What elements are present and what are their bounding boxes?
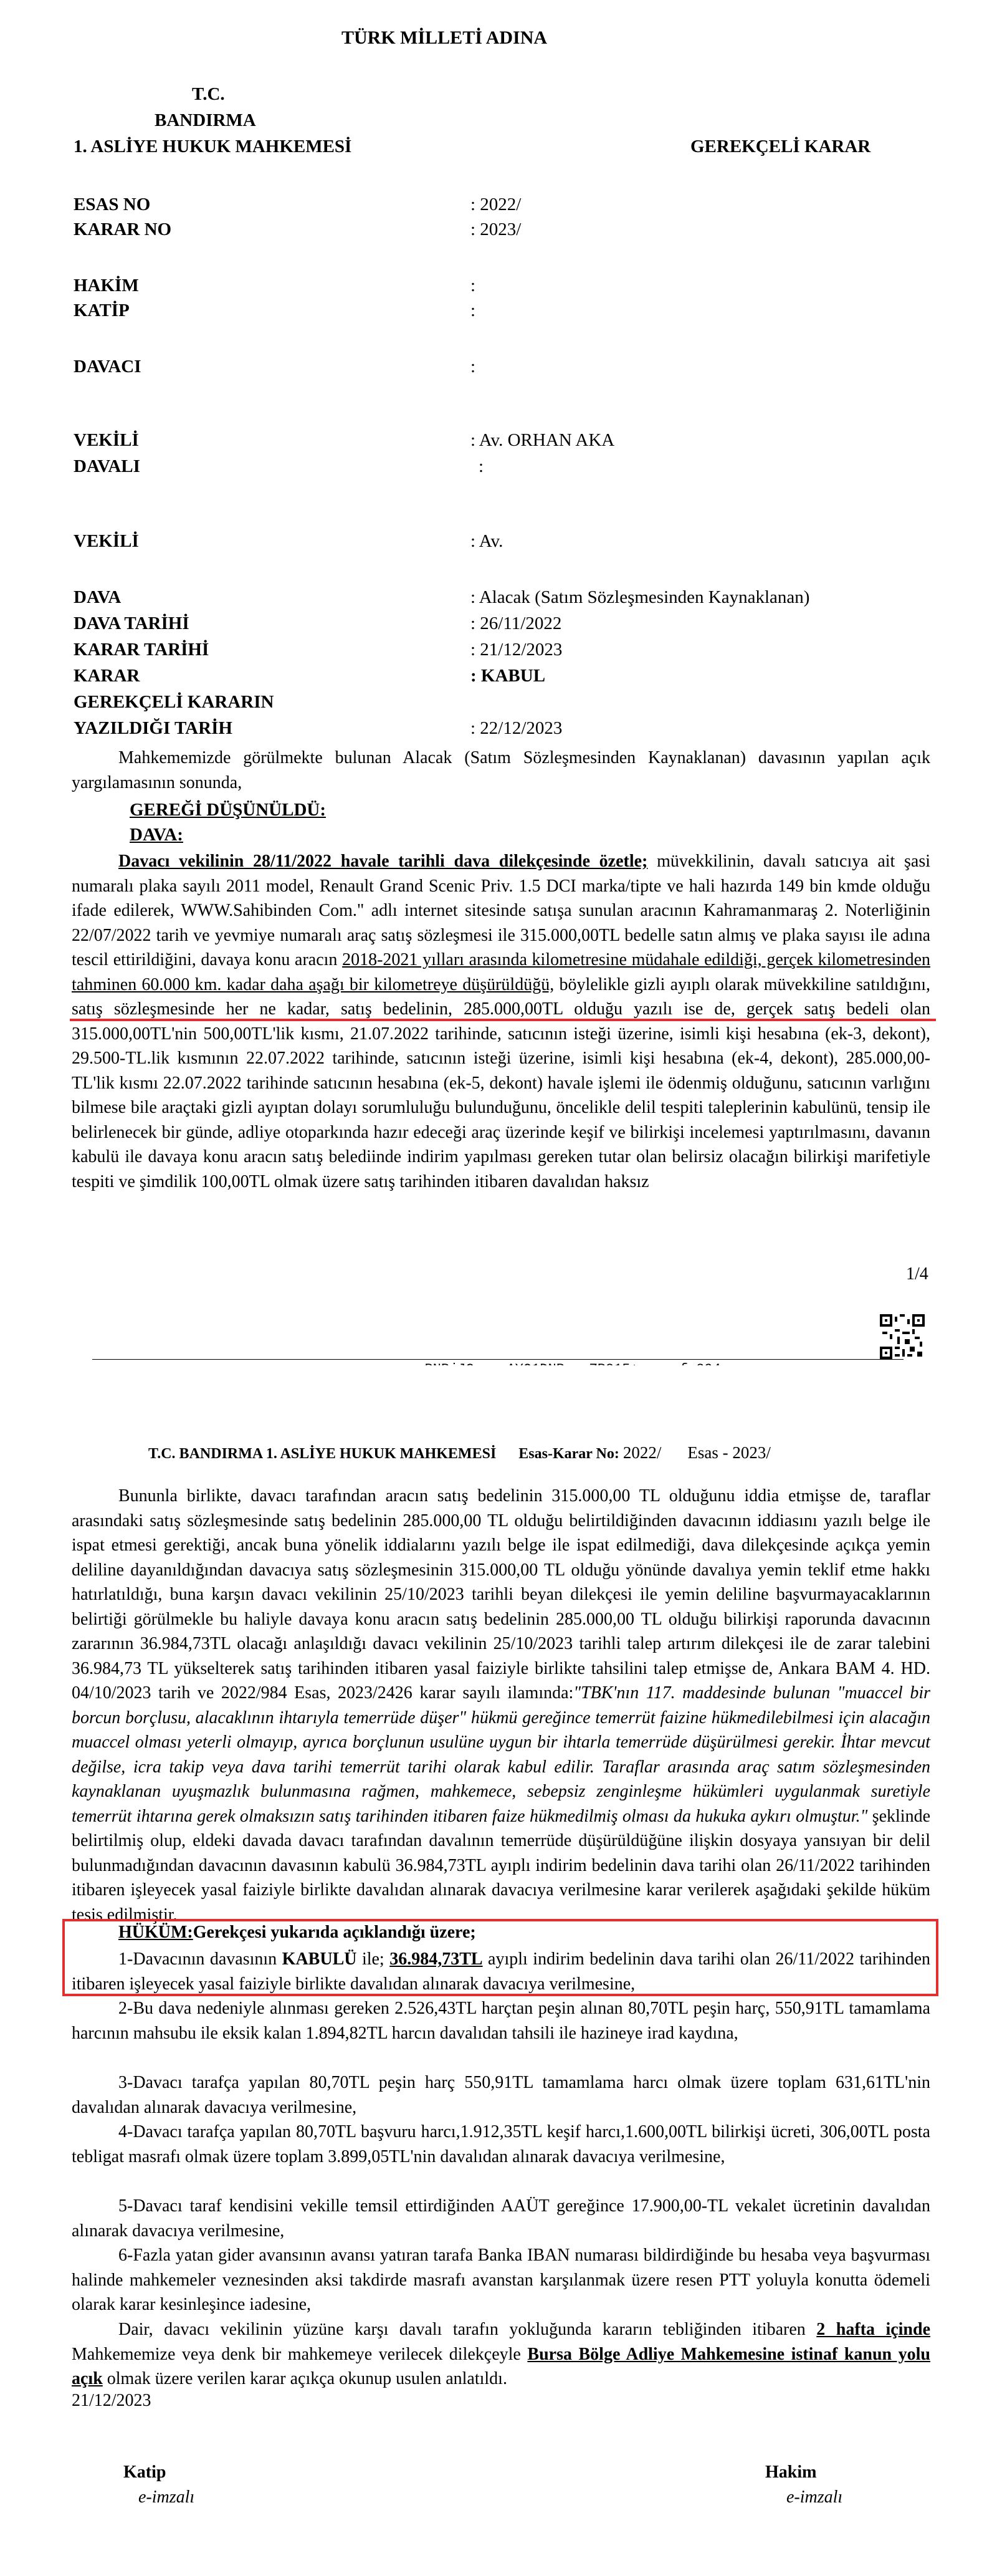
katip-signature: e-imzalı: [138, 2487, 195, 2507]
highlight-underline: [70, 1019, 936, 1021]
page-number: 1/4: [906, 1264, 928, 1284]
reasoning-paragraph: [72, 1484, 930, 1927]
field-label-hakim: HAKİM: [74, 276, 139, 296]
field-label-dava-tarihi: DAVA TARİHİ: [74, 613, 189, 633]
hukum-1-post: ayıplı indirim bedelinin dava tarihi olan 26/11/2022 tarihinden itibaren işleyecek yasal faiziyle birlikte davalıdan alınarak davacıya verilmesine,: [72, 1949, 931, 1994]
document-page-2: [0, 1365, 992, 2576]
field-value-dava: : Alacak (Satım Sözleşmesinden Kaynaklanan): [470, 587, 810, 607]
field-value-vekili-2: : Av.: [470, 531, 503, 551]
hukum-heading: [118, 1923, 476, 1943]
final-post: olmak üzere verilen karar açıkça okunup usulen anlatıldı.: [102, 2369, 507, 2388]
gereği-dusunuldu-heading: GEREĞİ DÜŞÜNÜLDÜ:: [130, 800, 327, 820]
dava-text-part2: böylelikle gizli ayıplı olarak müvekkiline satıldığını, satış sözleşmesinde her ne kadar, satış bedelinin, 285.000,00TL olduğu yazılı ise de, gerçek satış bedeli olan 315.000,00TL'nin 500,00TL'lik kısmı, 21.07.2022 tarihinde, satıcının isteği üzerine, isimli kişi hesabına (ek-3, dekont), 29.500-TL.lik kısmının 22.07.2022 tarihinde, satıcının isteği üzerine, isimli kişi hesabına (ek-4, dekont), 285.000,00-TL'lik kısmı 22.07.2022 tarihinde satıcının hesabına (ek-5, dekont) havale işlemi ile ödenmiş olduğunu, satıcının varlığını bilmese bile araçtaki gizli ayıptan dolayı sorumluluğu bulunduğunu, öncelikle delil tespiti taleplerinin kabulünü, tensip ile belirlenecek bir günde, adliye otoparkında hazır edeceği araç üzerinde keşif ve bilirkişi incelemesi yaptırılmasını, davanın kabulü ile davaya konu aracın satış belediinde indirim yapılması gereken tutar olan belirsiz olacağın bilirkişi marifetiyle tespiti ve şimdilik 100,00TL olmak üzere satış tarihinden itibaren davalıdan haksız: [72, 974, 931, 1191]
dava-summary-paragraph: [72, 849, 930, 1194]
final-appeal-court: Bursa Bölge Adliye Mahkemesine istinaf kanun yolu açık: [72, 2344, 931, 2388]
katip-label: Katip: [123, 2463, 166, 2482]
document-title: TÜRK MİLLETİ ADINA: [341, 27, 548, 48]
field-label-gerekceli-kararin: GEREKÇELİ KARARIN: [74, 692, 274, 712]
reasoning-conclusion: şeklinde belirtilmiş olup, eldeki davada davacı tarafından davalının temerrüde düşürüldüğüne ilişkin dosyaya yansıyan bir delil bulunmadığından davacının davasının kabulü 36.984,73TL ayıplı indirim bedelinin dava tarihi olan 26/11/2022 tarihinden itibaren işleyecek yasal faiziyle birlikte davalıdan alınarak davacıya verilmesine karar verilerek aşağıdaki şekilde hüküm tesis edilmiştir.: [72, 1806, 931, 1925]
field-value-esas-no: : 2022/: [470, 195, 522, 214]
field-value-hakim: :: [470, 276, 476, 296]
court-precedent-quote: "TBK'nın 117. maddesinde bulunan "muaccel bir borcun borçlusu, alacaklının ihtarıyla temerrüde düşer" hükmü gereğince temerrüt faizine hükmedilebilmesi için alacağın muaccel olması yeterli olmayıp, ayrıca borçlunun usulüne uygun bir ihtarla temerrüde düşürülmesi gerekir. İhtar mevcut değilse, icra takip veya dava tarihi temerrüt tarihi olarak kabul edilir. Taraflar arasında araç satım sözleşmesinden kaynaklanan uyuşmazlık bulunmasına rağmen, mahkemece, sebepsiz zenginleşme hükümleri uygulanmak suretiyle temerrüt ihtarına gerek olmaksızın satış tarihinden itibaren faize hükmedilmiş olması da hukuka aykırı olmuştur.": [72, 1683, 930, 1826]
dava-highlight-text: 2018-2021 yılları arasında kilometresine müdahale edildiği, gerçek kilometresinden tahminen 60.000 km. kadar daha aşağı bir kilometreye düşürüldüğü,: [72, 950, 930, 994]
final-pre: Dair, davacı vekilinin yüzüne karşı davalı tarafın yokluğunda kararın tebliğinden itibaren: [118, 2320, 817, 2339]
decision-type: GEREKÇELİ KARAR: [690, 137, 871, 156]
tc-label: T.C.: [192, 84, 225, 104]
court-name: 1. ASLİYE HUKUK MAHKEMESİ: [74, 137, 352, 156]
reasoning-text: Bununla birlikte, davacı tarafından aracın satış bedelinin 315.000,00 TL olduğunu iddia etmişse de, taraflar arasındaki satış sözleşmesinde satış bedelinin 285.000,00 TL olduğu belirtildiğinden davacının iddiasını yazılı belge ile ispat etmesi gerektiği, ancak buna yönelik iddialarını yazılı belge ile ispat edilmediği, dava dilekçesinde açıkça yemin deliline dayanıldığından davacıya satış sözleşmesinin 315.000,00 TL olduğu yönünde davalıya yemin teklif etme hakkı hatırlatıldığı, buna karşın davacı vekilinin 25/10/2023 tarihli beyan dilekçesi ile yemin deliline başvurmayacaklarının belirtiği görülmekle bu haliyle davaya konu aracın satış bedelinin 285.000,00 TL olduğu bilirkişi raporunda davacının zararının 36.984,73TL olacağı anlaşıldığı davacı vekilinin 25/10/2023 tarihli talep artırım dilekçesi ile de zarar talebini 36.984,73 TL yükselterek satış tarihinden itibaren yasal faiziyle birlikte tahsilini talep etmişse de, Ankara BAM 4. HD. 04/10/2023 tarih ve 2022/984 Esas, 2023/2426 karar sayılı ilamında:: [72, 1486, 930, 1703]
field-value-davaci: :: [470, 357, 476, 377]
field-value-davali: :: [479, 456, 484, 476]
final-deadline: 2 hafta içinde: [816, 2320, 931, 2339]
dava-heading: DAVA:: [130, 825, 183, 845]
dava-lead-text: Davacı vekilinin 28/11/2022 havale tarihli dava dilekçesinde özetle;: [118, 852, 648, 871]
final-mid: Mahkememize veya denk bir mahkemeye verilecek dilekçeyle: [72, 2344, 528, 2364]
hukum-1-amount: 36.984,73TL: [389, 1949, 483, 1969]
final-paragraph: [72, 2317, 930, 2391]
field-label-karar-no: KARAR NO: [74, 219, 172, 239]
final-date: 21/12/2023: [72, 2391, 151, 2410]
field-value-dava-tarihi: : 26/11/2022: [470, 613, 562, 633]
field-label-dava: DAVA: [74, 587, 122, 607]
intro-paragraph: Mahkememizde görülmekte bulunan Alacak (Satım Sözleşmesinden Kaynaklanan) davasının yapılan açık yargılamasının sonunda,: [72, 748, 930, 792]
field-label-esas-no: ESAS NO: [74, 195, 151, 214]
field-value-yazildigi-tarih: : 22/12/2023: [470, 718, 563, 738]
hukum-item-6: 6-Fazla yatan gider avansının avansı yatıran tarafa Banka IBAN numarası bildirdiğinde bu hesaba veya başvurması halinde mahkemeler veznesinden aksi takdirde masrafı avanstan karşılanmak üzere resen PTT yoluyla konutta ödemeli olarak karar kesinleşince iadesine,: [72, 2246, 930, 2314]
hukum-item-5: 5-Davacı taraf kendisini vekille temsil ettirdiğinden AAÜT gereğince 17.900,00-TL vekalet ücretinin davalıdan alınarak davacıya verilmesine,: [72, 2196, 930, 2241]
field-value-katip: :: [470, 300, 476, 320]
qr-code-icon: [880, 1314, 925, 1359]
page2-header-karar: Esas - 2023/: [687, 1443, 771, 1462]
hukum-1-pre: 1-Davacının davasının: [118, 1949, 282, 1969]
hukum-heading-rest: Gerekçesi yukarıda açıklandığı üzere;: [193, 1923, 476, 1942]
dava-text-part1: müvekkilinin, davalı satıcıya ait şasi numaralı plaka sayılı 2011 model, Renault Grand Scenic Priv. 1.5 DCI marka/tipte ve hali hazırda 149 bin kmde olduğu ifade edilerek, WWW.Sahibinden Com." adlı internet sitesinde satışa sunulan aracının Kahramanmaraş 2. Noterliğinin 22/07/2022 tarih ve yevmiye numaralı araç satış sözleşmesi ile 315.000,00TL bedelle satın almış ve plaka sayısı ile adına tescil ettirildiğini, davaya konu aracın: [72, 852, 930, 969]
hakim-label: Hakim: [765, 2463, 817, 2482]
field-value-karar-tarihi: : 21/12/2023: [470, 640, 563, 660]
footer-rule: [92, 1359, 904, 1360]
field-label-vekili-1: VEKİLİ: [74, 430, 139, 450]
page2-header: [148, 1443, 771, 1463]
field-label-davali: DAVALI: [74, 456, 140, 476]
field-value-vekili-1: : Av. ORHAN AKA: [470, 430, 615, 450]
page2-header-label: Esas-Karar No:: [518, 1446, 619, 1462]
hakim-signature: e-imzalı: [786, 2487, 843, 2507]
page2-header-esas: 2022/: [622, 1443, 662, 1462]
field-value-karar-no: : 2023/: [470, 219, 522, 239]
city-label: BANDIRMA: [155, 110, 256, 130]
field-label-yazildigi-tarih: YAZILDIĞI TARİH: [74, 718, 232, 738]
hukum-item-3: 3-Davacı tarafça yapılan 80,70TL peşin harç 550,91TL tamamlama harcı olmak üzere toplam 631,61TL'nin davalıdan alınarak davacıya verilmesine,: [72, 2073, 930, 2117]
hukum-heading-label: HÜKÜM:: [118, 1923, 193, 1942]
field-label-vekili-2: VEKİLİ: [74, 531, 139, 551]
page2-header-court: T.C. BANDIRMA 1. ASLİYE HUKUK MAHKEMESİ: [148, 1446, 497, 1462]
hukum-1-mid: ile;: [356, 1949, 390, 1969]
field-label-katip: KATİP: [74, 300, 130, 320]
hukum-1-kabul: KABULÜ: [282, 1949, 357, 1969]
field-value-karar: : KABUL: [470, 666, 546, 686]
field-label-karar-tarihi: KARAR TARİHİ: [74, 640, 209, 660]
field-label-karar: KARAR: [74, 666, 140, 686]
hukum-item-1: [72, 1947, 930, 1996]
hukum-item-2: 2-Bu dava nedeniyle alınması gereken 2.526,43TL harçtan peşin alınan 80,70TL peşin harç, 550,91TL tamamlama harcının mahsubu ile eksik kalan 1.894,82TL harcın davalıdan tahsili ile hazineye irad kaydına,: [72, 1999, 930, 2043]
hukum-item-4: 4-Davacı tarafça yapılan 80,70TL başvuru harcı,1.912,35TL keşif harcı,1.600,00TL bilirkişi ücreti, 306,00TL posta tebligat masrafı olmak üzere toplam 3.899,05TL'nin davalıdan alınarak davacıya verilmesine,: [72, 2122, 930, 2166]
field-label-davaci: DAVACI: [74, 357, 141, 377]
